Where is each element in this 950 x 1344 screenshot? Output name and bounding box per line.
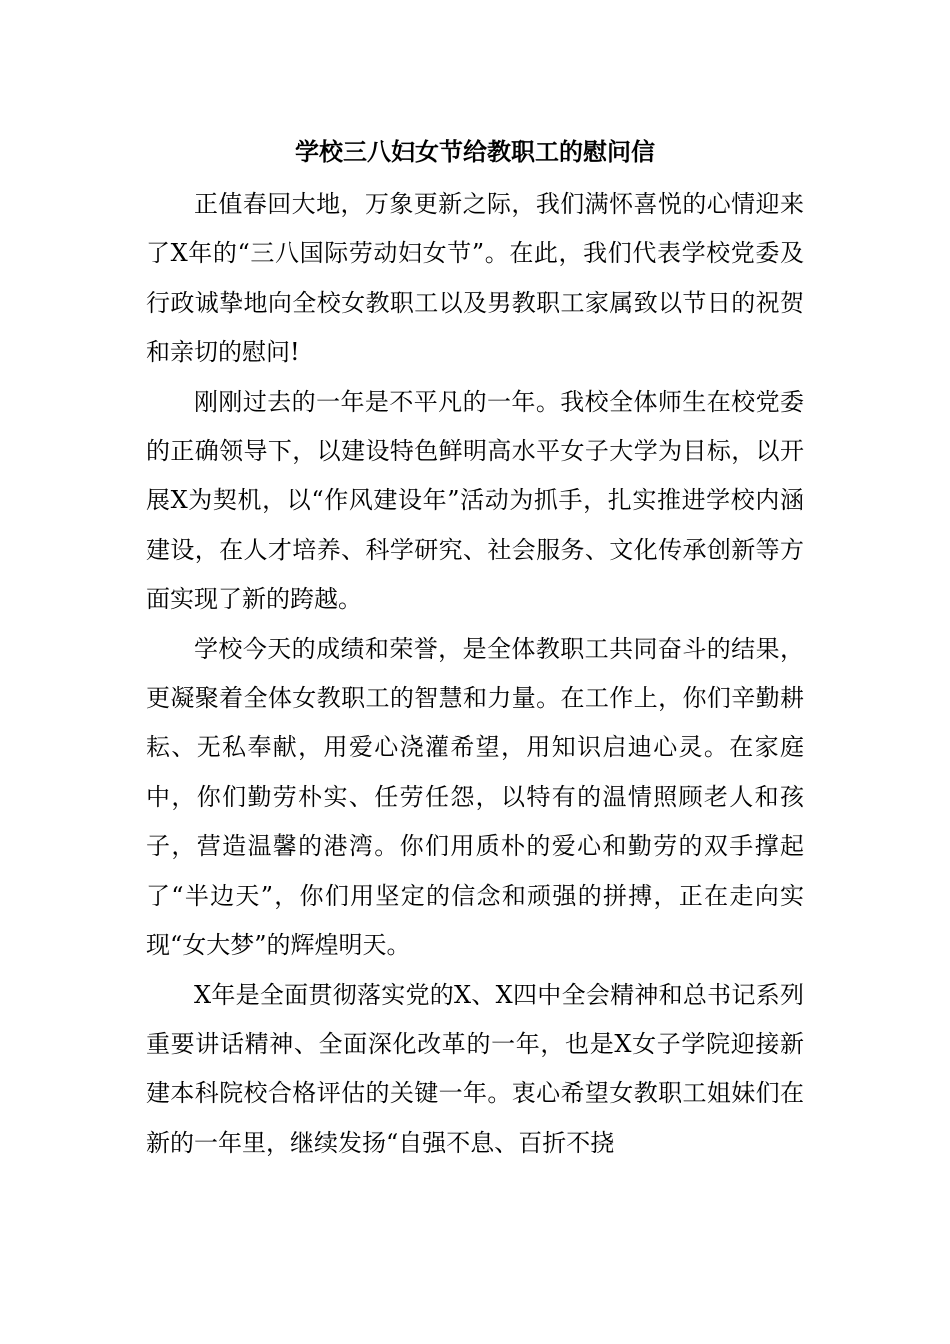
- document-body: [146, 180, 804, 1168]
- paragraph: X年是全面贯彻落实党的X、X四中全会精神和总书记系列重要讲话精神、全面深化改革的一年，也是X女子学院迎接新建本科院校合格评估的关键一年。衷心希望女教职工姐妹们在新的一年里，继续发扬“自强不息、百折不挠: [146, 980, 804, 1157]
- paragraph: 正值春回大地，万象更新之际，我们满怀喜悦的心情迎来了X年的“三八国际劳动妇女节”。在此，我们代表学校党委及行政诚挚地向全校女教职工以及男教职工家属致以节日的祝贺和亲切的慰问!: [146, 190, 804, 367]
- document-title: 学校三八妇女节给教职工的慰问信: [295, 137, 655, 166]
- paragraph: 刚刚过去的一年是不平凡的一年。我校全体师生在校党委的正确领导下，以建设特色鲜明高水平女子大学为目标，以开展X为契机，以“作风建设年”活动为抓手，扎实推进学校内涵建设，在人才培养、科学研究、社会服务、文化传承创新等方面实现了新的跨越。: [146, 387, 804, 614]
- paragraph: 学校今天的成绩和荣誉，是全体教职工共同奋斗的结果，更凝聚着全体女教职工的智慧和力量。在工作上，你们辛勤耕耘、无私奉献，用爱心浇灌希望，用知识启迪心灵。在家庭中，你们勤劳朴实、任劳任怨，以特有的温情照顾老人和孩子，营造温馨的港湾。你们用质朴的爱心和勤劳的双手撑起了“半边天”，你们用坚定的信念和顽强的拼搏，正在走向实现“女大梦”的辉煌明天。: [146, 634, 804, 960]
